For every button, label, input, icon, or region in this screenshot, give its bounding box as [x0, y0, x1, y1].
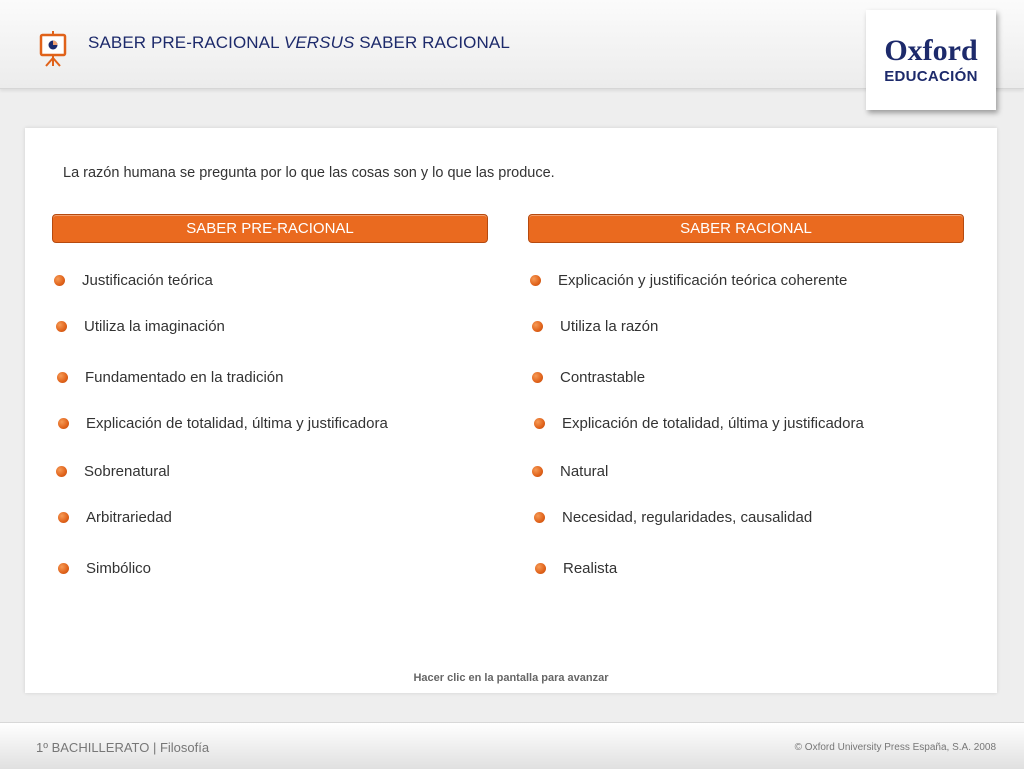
left-item-text: Justificación teórica	[82, 272, 213, 289]
bullet-dot-icon	[58, 512, 69, 523]
bullet-dot-icon	[532, 372, 543, 383]
right-list-item	[532, 318, 658, 335]
bullet-dot-icon	[58, 563, 69, 574]
comparison-list	[25, 128, 997, 693]
title-italic: VERSUS	[283, 33, 355, 52]
left-list-item	[54, 272, 213, 289]
left-column-header: SABER PRE-RACIONAL	[52, 214, 488, 243]
intro-text: La razón humana se pregunta por lo que las cosas son y lo que las produce.	[63, 165, 555, 181]
bullet-dot-icon	[532, 321, 543, 332]
right-list-item	[532, 463, 608, 480]
bullet-dot-icon	[58, 418, 69, 429]
logo-line-2: EDUCACIÓN	[884, 68, 978, 85]
bullet-dot-icon	[56, 321, 67, 332]
title-part-1: SABER PRE-RACIONAL	[88, 33, 284, 52]
advance-hint: Hacer clic en la pantalla para avanzar	[413, 672, 609, 684]
right-item-text: Explicación de totalidad, última y justificadora	[562, 415, 864, 432]
oxford-logo	[866, 10, 996, 110]
right-item-text: Realista	[563, 560, 618, 577]
right-item-text: Utiliza la razón	[560, 318, 659, 335]
page-title	[88, 33, 510, 53]
left-list-item	[56, 318, 225, 335]
left-item-text: Arbitrariedad	[86, 509, 172, 526]
bullet-dot-icon	[534, 418, 545, 429]
bullet-dot-icon	[54, 275, 65, 286]
right-list-item	[534, 415, 864, 432]
left-item-text: Explicación de totalidad, última y justificadora	[86, 415, 388, 432]
right-list-item	[530, 272, 847, 289]
right-item-text: Natural	[560, 463, 609, 480]
right-list-item	[535, 560, 617, 577]
right-list-item	[534, 509, 812, 526]
left-item-text: Utiliza la imaginación	[84, 318, 225, 335]
bullet-dot-icon	[535, 563, 546, 574]
right-list-item	[532, 369, 645, 386]
copyright-label: © Oxford University Press España, S.A. 2008	[794, 742, 996, 753]
left-list-item	[56, 463, 170, 480]
bullet-dot-icon	[530, 275, 541, 286]
course-label: 1º BACHILLERATO | Filosofía	[36, 740, 210, 755]
logo-line-1: Oxford	[884, 34, 978, 67]
content-card[interactable]	[25, 128, 997, 693]
left-item-text: Sobrenatural	[84, 463, 170, 480]
presentation-icon	[38, 30, 68, 68]
bullet-dot-icon	[56, 466, 67, 477]
title-part-2: SABER RACIONAL	[354, 33, 510, 52]
left-list-item	[58, 415, 388, 432]
left-list-item	[58, 509, 172, 526]
right-item-text: Contrastable	[560, 369, 646, 386]
footer-bar	[0, 722, 1024, 769]
right-item-text: Necesidad, regularidades, causalidad	[562, 509, 813, 526]
right-column-header: SABER RACIONAL	[528, 214, 964, 243]
left-item-text: Fundamentado en la tradición	[85, 369, 284, 386]
right-item-text: Explicación y justificación teórica coherente	[558, 272, 848, 289]
left-list-item	[57, 369, 283, 386]
bullet-dot-icon	[534, 512, 545, 523]
left-list-item	[58, 560, 151, 577]
bullet-dot-icon	[57, 372, 68, 383]
left-item-text: Simbólico	[86, 560, 152, 577]
bullet-dot-icon	[532, 466, 543, 477]
